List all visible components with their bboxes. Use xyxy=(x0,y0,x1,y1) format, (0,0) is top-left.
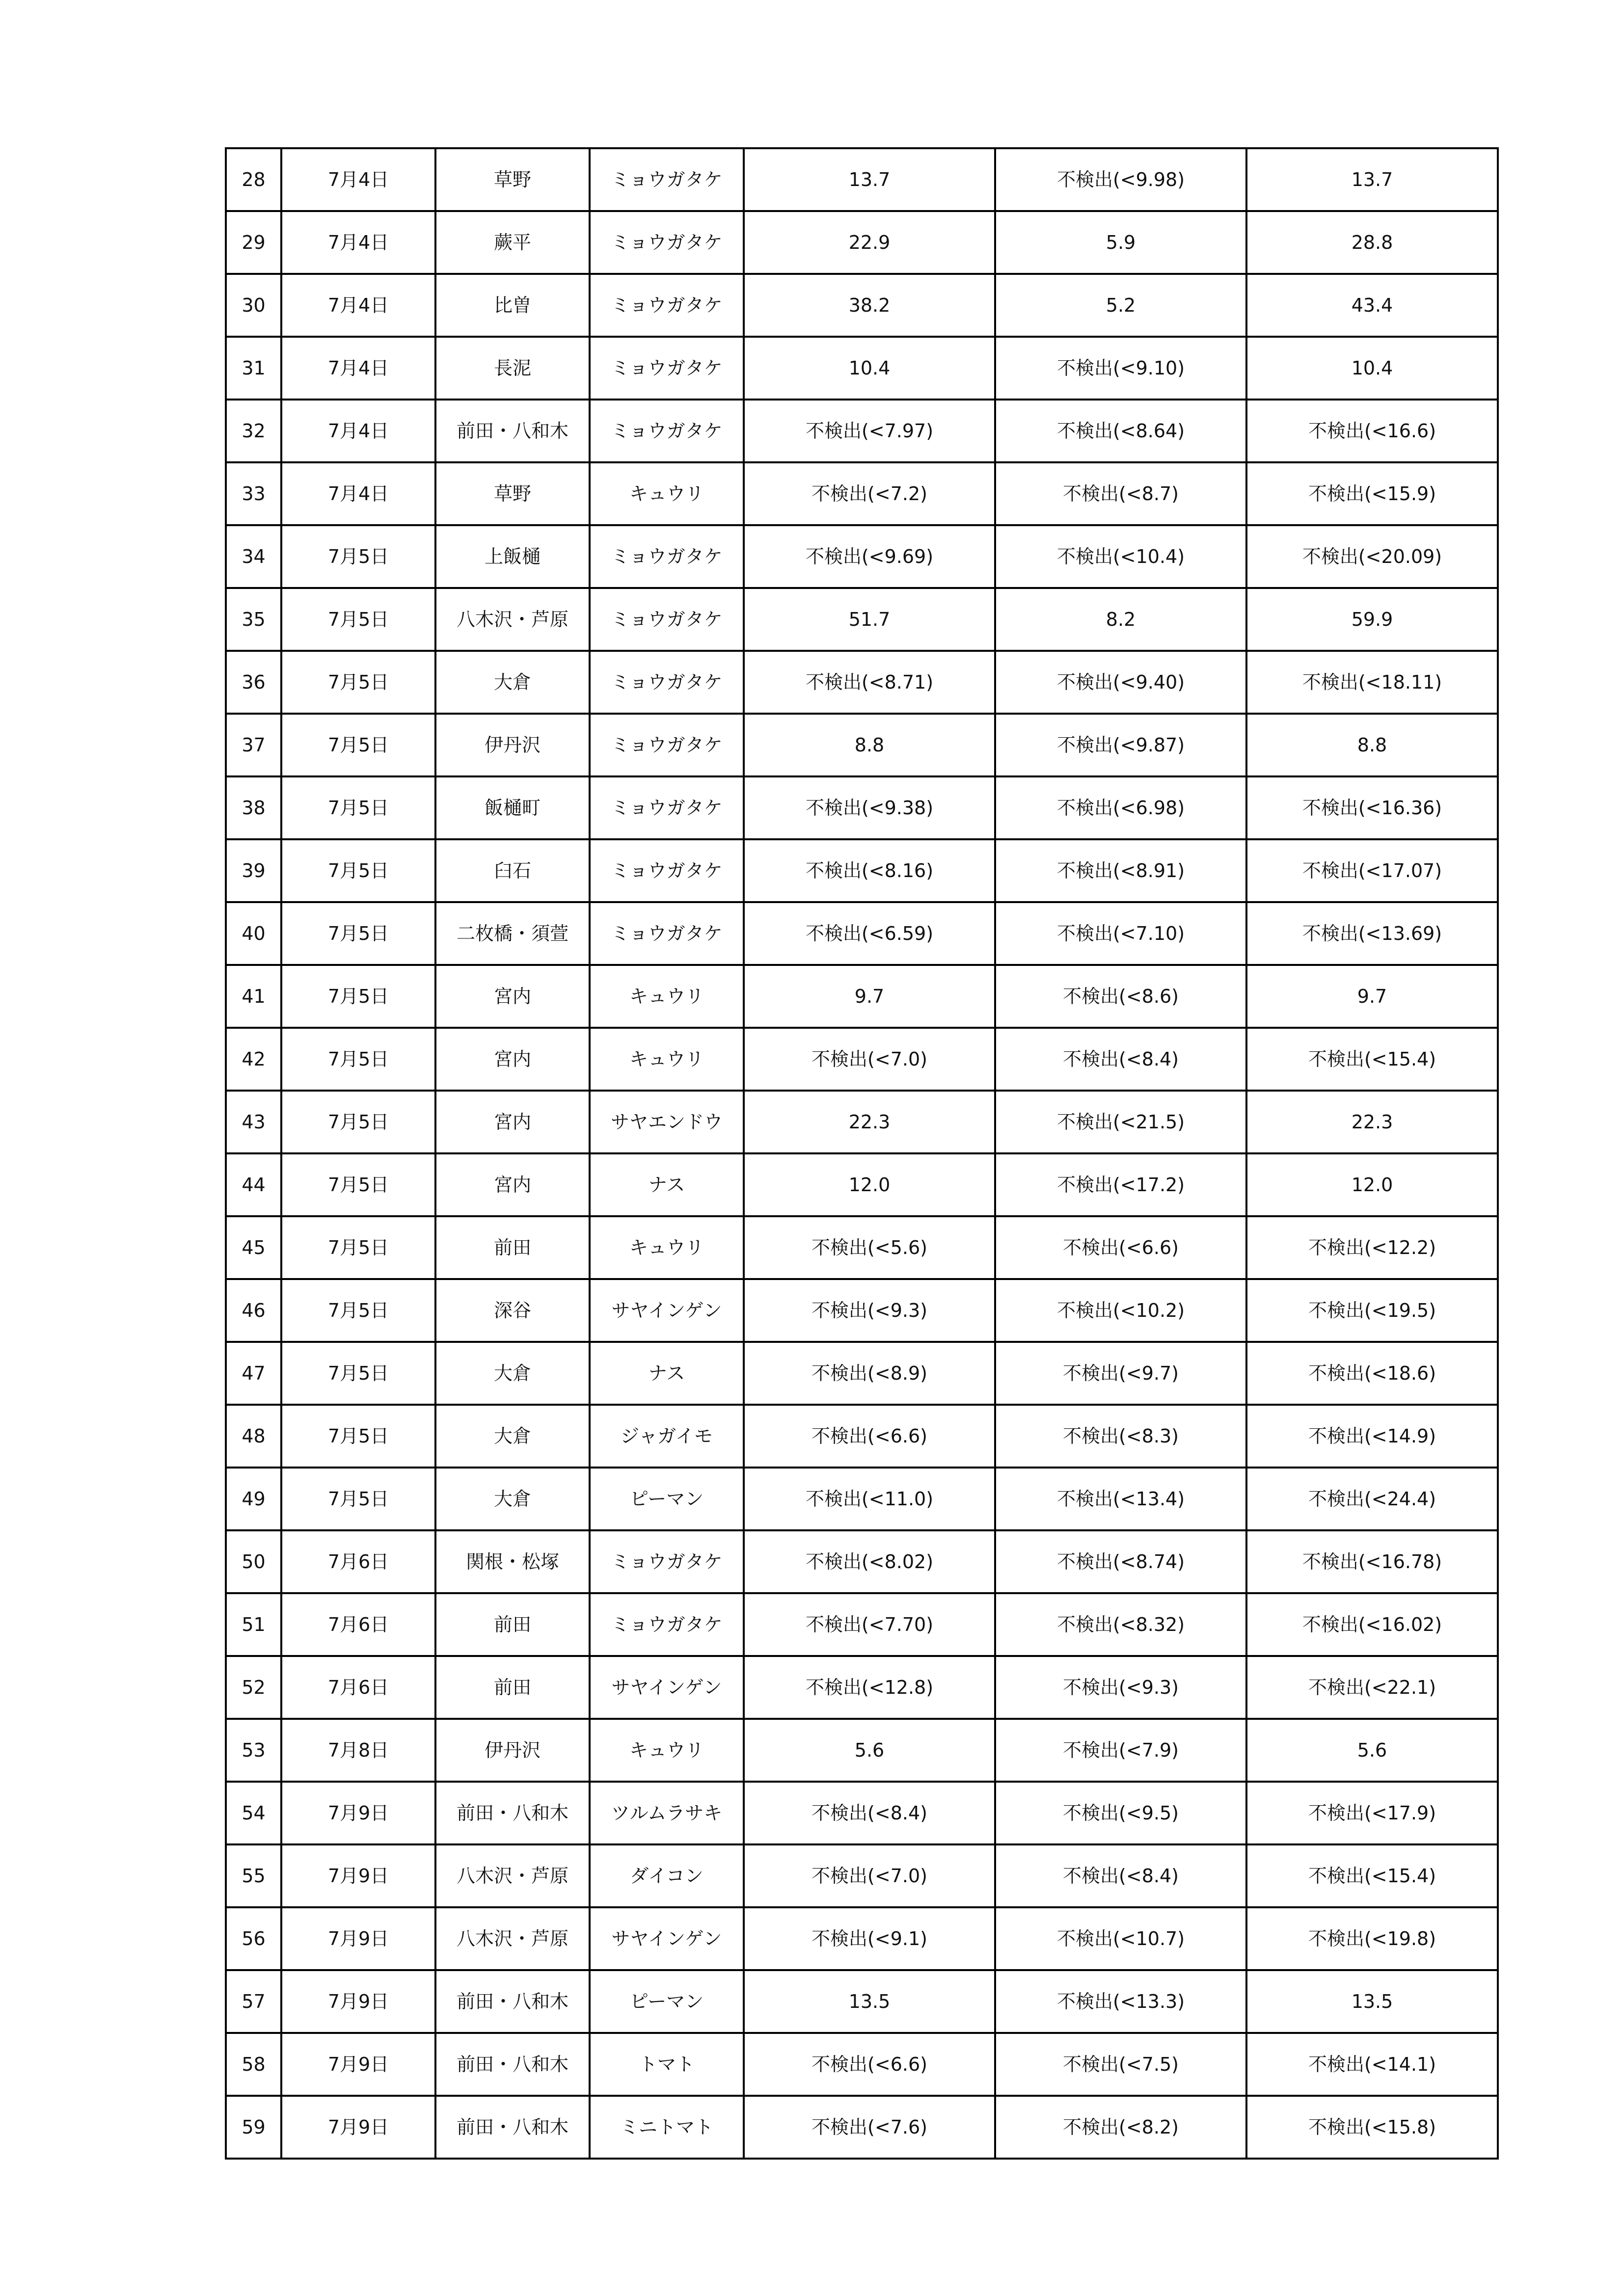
sampling-date-cell: 7月9日 xyxy=(281,2096,435,2159)
table-row xyxy=(226,1844,1498,1907)
area-name-cell: 八木沢・芦原 xyxy=(435,1844,590,1907)
area-name-cell: 八木沢・芦原 xyxy=(435,588,590,651)
row-number-cell: 33 xyxy=(226,462,281,525)
row-number-cell: 37 xyxy=(226,714,281,776)
row-number-cell: 32 xyxy=(226,400,281,462)
sampling-date-cell: 7月5日 xyxy=(281,1468,435,1530)
value-col-3-cell: 43.4 xyxy=(1246,274,1498,337)
value-col-1-cell: 不検出(<7.0) xyxy=(744,1028,995,1091)
table-row xyxy=(226,400,1498,462)
value-col-3-cell: 不検出(<14.1) xyxy=(1246,2033,1498,2096)
item-name-cell: ミョウガタケ xyxy=(590,714,744,776)
row-number-cell: 38 xyxy=(226,776,281,839)
value-col-3-cell: 不検出(<20.09) xyxy=(1246,525,1498,588)
value-col-1-cell: 不検出(<9.69) xyxy=(744,525,995,588)
row-number-cell: 49 xyxy=(226,1468,281,1530)
value-col-2-cell: 不検出(<9.3) xyxy=(995,1656,1246,1719)
sampling-date-cell: 7月9日 xyxy=(281,1907,435,1970)
item-name-cell: ピーマン xyxy=(590,1970,744,2033)
sampling-date-cell: 7月5日 xyxy=(281,1279,435,1342)
value-col-1-cell: 8.8 xyxy=(744,714,995,776)
value-col-2-cell: 不検出(<8.7) xyxy=(995,462,1246,525)
value-col-3-cell: 9.7 xyxy=(1246,965,1498,1028)
row-number-cell: 48 xyxy=(226,1405,281,1468)
value-col-3-cell: 不検出(<15.8) xyxy=(1246,2096,1498,2159)
area-name-cell: 二枚橋・須萱 xyxy=(435,902,590,965)
value-col-3-cell: 不検出(<19.5) xyxy=(1246,1279,1498,1342)
row-number-cell: 58 xyxy=(226,2033,281,2096)
item-name-cell: キュウリ xyxy=(590,965,744,1028)
item-name-cell: ミョウガタケ xyxy=(590,274,744,337)
sampling-date-cell: 7月6日 xyxy=(281,1593,435,1656)
area-name-cell: 草野 xyxy=(435,462,590,525)
value-col-3-cell: 不検出(<16.6) xyxy=(1246,400,1498,462)
row-number-cell: 52 xyxy=(226,1656,281,1719)
area-name-cell: 上飯樋 xyxy=(435,525,590,588)
area-name-cell: 八木沢・芦原 xyxy=(435,1907,590,1970)
value-col-3-cell: 不検出(<12.2) xyxy=(1246,1216,1498,1279)
value-col-1-cell: 9.7 xyxy=(744,965,995,1028)
sampling-date-cell: 7月5日 xyxy=(281,1153,435,1216)
value-col-2-cell: 不検出(<13.4) xyxy=(995,1468,1246,1530)
area-name-cell: 飯樋町 xyxy=(435,776,590,839)
row-number-cell: 29 xyxy=(226,211,281,274)
value-col-2-cell: 不検出(<8.3) xyxy=(995,1405,1246,1468)
table-row xyxy=(226,1342,1498,1405)
sampling-date-cell: 7月4日 xyxy=(281,148,435,211)
area-name-cell: 前田・八和木 xyxy=(435,1970,590,2033)
row-number-cell: 44 xyxy=(226,1153,281,1216)
value-col-1-cell: 不検出(<8.71) xyxy=(744,651,995,714)
area-name-cell: 大倉 xyxy=(435,1342,590,1405)
item-name-cell: ミョウガタケ xyxy=(590,588,744,651)
value-col-2-cell: 不検出(<8.32) xyxy=(995,1593,1246,1656)
item-name-cell: ミョウガタケ xyxy=(590,400,744,462)
area-name-cell: 宮内 xyxy=(435,1028,590,1091)
value-col-1-cell: 不検出(<9.38) xyxy=(744,776,995,839)
table-row xyxy=(226,1028,1498,1091)
value-col-3-cell: 不検出(<22.1) xyxy=(1246,1656,1498,1719)
table-row xyxy=(226,1468,1498,1530)
table-row xyxy=(226,902,1498,965)
value-col-2-cell: 不検出(<9.5) xyxy=(995,1782,1246,1844)
area-name-cell: 臼石 xyxy=(435,839,590,902)
value-col-1-cell: 13.7 xyxy=(744,148,995,211)
value-col-1-cell: 不検出(<6.6) xyxy=(744,1405,995,1468)
value-col-3-cell: 59.9 xyxy=(1246,588,1498,651)
row-number-cell: 55 xyxy=(226,1844,281,1907)
value-col-2-cell: 不検出(<8.64) xyxy=(995,400,1246,462)
value-col-1-cell: 不検出(<5.6) xyxy=(744,1216,995,1279)
row-number-cell: 47 xyxy=(226,1342,281,1405)
item-name-cell: ミョウガタケ xyxy=(590,651,744,714)
value-col-3-cell: 不検出(<15.4) xyxy=(1246,1028,1498,1091)
area-name-cell: 前田・八和木 xyxy=(435,1782,590,1844)
value-col-2-cell: 5.9 xyxy=(995,211,1246,274)
table-row xyxy=(226,274,1498,337)
area-name-cell: 伊丹沢 xyxy=(435,714,590,776)
area-name-cell: 大倉 xyxy=(435,1468,590,1530)
value-col-3-cell: 不検出(<14.9) xyxy=(1246,1405,1498,1468)
area-name-cell: 大倉 xyxy=(435,1405,590,1468)
area-name-cell: 大倉 xyxy=(435,651,590,714)
sampling-date-cell: 7月8日 xyxy=(281,1719,435,1782)
row-number-cell: 50 xyxy=(226,1530,281,1593)
table-row xyxy=(226,1719,1498,1782)
value-col-1-cell: 不検出(<9.3) xyxy=(744,1279,995,1342)
area-name-cell: 蕨平 xyxy=(435,211,590,274)
value-col-2-cell: 不検出(<8.4) xyxy=(995,1844,1246,1907)
value-col-3-cell: 不検出(<24.4) xyxy=(1246,1468,1498,1530)
area-name-cell: 前田 xyxy=(435,1216,590,1279)
value-col-3-cell: 12.0 xyxy=(1246,1153,1498,1216)
table-row xyxy=(226,2096,1498,2159)
sampling-date-cell: 7月9日 xyxy=(281,1844,435,1907)
value-col-2-cell: 不検出(<7.10) xyxy=(995,902,1246,965)
sampling-date-cell: 7月5日 xyxy=(281,1091,435,1153)
value-col-2-cell: 不検出(<6.6) xyxy=(995,1216,1246,1279)
row-number-cell: 31 xyxy=(226,337,281,400)
sampling-date-cell: 7月5日 xyxy=(281,1405,435,1468)
sampling-date-cell: 7月5日 xyxy=(281,1028,435,1091)
value-col-1-cell: 22.9 xyxy=(744,211,995,274)
item-name-cell: ジャガイモ xyxy=(590,1405,744,1468)
table-row xyxy=(226,525,1498,588)
row-number-cell: 59 xyxy=(226,2096,281,2159)
area-name-cell: 前田 xyxy=(435,1656,590,1719)
table-row xyxy=(226,1530,1498,1593)
area-name-cell: 前田・八和木 xyxy=(435,2033,590,2096)
value-col-2-cell: 不検出(<10.2) xyxy=(995,1279,1246,1342)
area-name-cell: 比曽 xyxy=(435,274,590,337)
value-col-1-cell: 不検出(<9.1) xyxy=(744,1907,995,1970)
row-number-cell: 36 xyxy=(226,651,281,714)
value-col-2-cell: 不検出(<13.3) xyxy=(995,1970,1246,2033)
row-number-cell: 30 xyxy=(226,274,281,337)
value-col-3-cell: 5.6 xyxy=(1246,1719,1498,1782)
value-col-1-cell: 10.4 xyxy=(744,337,995,400)
area-name-cell: 宮内 xyxy=(435,1091,590,1153)
sampling-date-cell: 7月5日 xyxy=(281,1342,435,1405)
value-col-3-cell: 不検出(<15.9) xyxy=(1246,462,1498,525)
value-col-3-cell: 13.7 xyxy=(1246,148,1498,211)
value-col-2-cell: 5.2 xyxy=(995,274,1246,337)
row-number-cell: 53 xyxy=(226,1719,281,1782)
value-col-3-cell: 不検出(<17.07) xyxy=(1246,839,1498,902)
value-col-1-cell: 22.3 xyxy=(744,1091,995,1153)
row-number-cell: 54 xyxy=(226,1782,281,1844)
area-name-cell: 長泥 xyxy=(435,337,590,400)
item-name-cell: トマト xyxy=(590,2033,744,2096)
value-col-1-cell: 51.7 xyxy=(744,588,995,651)
value-col-1-cell: 5.6 xyxy=(744,1719,995,1782)
item-name-cell: サヤインゲン xyxy=(590,1907,744,1970)
value-col-3-cell: 不検出(<17.9) xyxy=(1246,1782,1498,1844)
value-col-2-cell: 不検出(<9.7) xyxy=(995,1342,1246,1405)
item-name-cell: キュウリ xyxy=(590,1028,744,1091)
item-name-cell: キュウリ xyxy=(590,1719,744,1782)
table-row xyxy=(226,211,1498,274)
table-row xyxy=(226,714,1498,776)
value-col-3-cell: 不検出(<13.69) xyxy=(1246,902,1498,965)
results-table-body xyxy=(226,148,1498,2159)
item-name-cell: キュウリ xyxy=(590,1216,744,1279)
sampling-date-cell: 7月4日 xyxy=(281,211,435,274)
row-number-cell: 42 xyxy=(226,1028,281,1091)
row-number-cell: 56 xyxy=(226,1907,281,1970)
table-row xyxy=(226,588,1498,651)
sampling-date-cell: 7月6日 xyxy=(281,1656,435,1719)
table-row xyxy=(226,148,1498,211)
value-col-3-cell: 不検出(<16.36) xyxy=(1246,776,1498,839)
area-name-cell: 草野 xyxy=(435,148,590,211)
sampling-date-cell: 7月5日 xyxy=(281,651,435,714)
table-row xyxy=(226,337,1498,400)
sampling-date-cell: 7月5日 xyxy=(281,902,435,965)
value-col-1-cell: 不検出(<7.2) xyxy=(744,462,995,525)
value-col-1-cell: 不検出(<8.9) xyxy=(744,1342,995,1405)
value-col-2-cell: 不検出(<7.9) xyxy=(995,1719,1246,1782)
value-col-3-cell: 不検出(<15.4) xyxy=(1246,1844,1498,1907)
row-number-cell: 35 xyxy=(226,588,281,651)
table-row xyxy=(226,1279,1498,1342)
results-table xyxy=(225,147,1499,2160)
value-col-1-cell: 不検出(<8.4) xyxy=(744,1782,995,1844)
item-name-cell: ミョウガタケ xyxy=(590,776,744,839)
value-col-2-cell: 不検出(<17.2) xyxy=(995,1153,1246,1216)
table-row xyxy=(226,2033,1498,2096)
table-row xyxy=(226,1907,1498,1970)
value-col-2-cell: 不検出(<10.4) xyxy=(995,525,1246,588)
value-col-3-cell: 不検出(<16.78) xyxy=(1246,1530,1498,1593)
area-name-cell: 前田・八和木 xyxy=(435,2096,590,2159)
value-col-3-cell: 10.4 xyxy=(1246,337,1498,400)
value-col-2-cell: 不検出(<8.91) xyxy=(995,839,1246,902)
item-name-cell: ミョウガタケ xyxy=(590,211,744,274)
row-number-cell: 40 xyxy=(226,902,281,965)
value-col-2-cell: 不検出(<9.98) xyxy=(995,148,1246,211)
sampling-date-cell: 7月4日 xyxy=(281,337,435,400)
sampling-date-cell: 7月9日 xyxy=(281,1970,435,2033)
item-name-cell: ミョウガタケ xyxy=(590,337,744,400)
item-name-cell: ミニトマト xyxy=(590,2096,744,2159)
table-row xyxy=(226,1153,1498,1216)
table-row xyxy=(226,1970,1498,2033)
item-name-cell: ミョウガタケ xyxy=(590,148,744,211)
sampling-date-cell: 7月9日 xyxy=(281,2033,435,2096)
item-name-cell: キュウリ xyxy=(590,462,744,525)
area-name-cell: 前田 xyxy=(435,1593,590,1656)
sampling-date-cell: 7月4日 xyxy=(281,400,435,462)
value-col-1-cell: 不検出(<6.59) xyxy=(744,902,995,965)
sampling-date-cell: 7月5日 xyxy=(281,714,435,776)
sampling-date-cell: 7月5日 xyxy=(281,839,435,902)
row-number-cell: 57 xyxy=(226,1970,281,2033)
item-name-cell: ミョウガタケ xyxy=(590,839,744,902)
row-number-cell: 28 xyxy=(226,148,281,211)
value-col-2-cell: 不検出(<8.4) xyxy=(995,1028,1246,1091)
value-col-3-cell: 22.3 xyxy=(1246,1091,1498,1153)
item-name-cell: ミョウガタケ xyxy=(590,525,744,588)
item-name-cell: ミョウガタケ xyxy=(590,902,744,965)
value-col-1-cell: 不検出(<7.0) xyxy=(744,1844,995,1907)
value-col-1-cell: 不検出(<11.0) xyxy=(744,1468,995,1530)
item-name-cell: ダイコン xyxy=(590,1844,744,1907)
table-row xyxy=(226,965,1498,1028)
value-col-2-cell: 不検出(<8.74) xyxy=(995,1530,1246,1593)
value-col-1-cell: 12.0 xyxy=(744,1153,995,1216)
item-name-cell: ミョウガタケ xyxy=(590,1593,744,1656)
value-col-3-cell: 8.8 xyxy=(1246,714,1498,776)
sampling-date-cell: 7月5日 xyxy=(281,525,435,588)
area-name-cell: 伊丹沢 xyxy=(435,1719,590,1782)
value-col-1-cell: 不検出(<8.16) xyxy=(744,839,995,902)
row-number-cell: 34 xyxy=(226,525,281,588)
area-name-cell: 宮内 xyxy=(435,1153,590,1216)
row-number-cell: 41 xyxy=(226,965,281,1028)
value-col-3-cell: 不検出(<18.6) xyxy=(1246,1342,1498,1405)
value-col-1-cell: 不検出(<7.70) xyxy=(744,1593,995,1656)
item-name-cell: サヤインゲン xyxy=(590,1656,744,1719)
table-row xyxy=(226,1091,1498,1153)
table-row xyxy=(226,1216,1498,1279)
value-col-3-cell: 不検出(<18.11) xyxy=(1246,651,1498,714)
sampling-date-cell: 7月9日 xyxy=(281,1782,435,1844)
value-col-2-cell: 不検出(<9.10) xyxy=(995,337,1246,400)
item-name-cell: ツルムラサキ xyxy=(590,1782,744,1844)
value-col-2-cell: 不検出(<9.40) xyxy=(995,651,1246,714)
area-name-cell: 深谷 xyxy=(435,1279,590,1342)
table-row xyxy=(226,1656,1498,1719)
table-row xyxy=(226,839,1498,902)
sampling-date-cell: 7月5日 xyxy=(281,776,435,839)
value-col-1-cell: 不検出(<8.02) xyxy=(744,1530,995,1593)
table-row xyxy=(226,651,1498,714)
table-row xyxy=(226,1405,1498,1468)
area-name-cell: 関根・松塚 xyxy=(435,1530,590,1593)
value-col-1-cell: 不検出(<7.6) xyxy=(744,2096,995,2159)
value-col-2-cell: 不検出(<10.7) xyxy=(995,1907,1246,1970)
item-name-cell: ピーマン xyxy=(590,1468,744,1530)
area-name-cell: 宮内 xyxy=(435,965,590,1028)
table-row xyxy=(226,462,1498,525)
value-col-2-cell: 8.2 xyxy=(995,588,1246,651)
value-col-1-cell: 38.2 xyxy=(744,274,995,337)
table-row xyxy=(226,1782,1498,1844)
value-col-2-cell: 不検出(<6.98) xyxy=(995,776,1246,839)
value-col-2-cell: 不検出(<8.2) xyxy=(995,2096,1246,2159)
item-name-cell: サヤエンドウ xyxy=(590,1091,744,1153)
value-col-2-cell: 不検出(<7.5) xyxy=(995,2033,1246,2096)
value-col-1-cell: 不検出(<7.97) xyxy=(744,400,995,462)
item-name-cell: ミョウガタケ xyxy=(590,1530,744,1593)
sampling-date-cell: 7月5日 xyxy=(281,588,435,651)
value-col-2-cell: 不検出(<8.6) xyxy=(995,965,1246,1028)
sampling-date-cell: 7月4日 xyxy=(281,462,435,525)
item-name-cell: ナス xyxy=(590,1342,744,1405)
item-name-cell: サヤインゲン xyxy=(590,1279,744,1342)
row-number-cell: 46 xyxy=(226,1279,281,1342)
value-col-2-cell: 不検出(<21.5) xyxy=(995,1091,1246,1153)
value-col-3-cell: 不検出(<19.8) xyxy=(1246,1907,1498,1970)
table-row xyxy=(226,1593,1498,1656)
value-col-3-cell: 13.5 xyxy=(1246,1970,1498,2033)
table-row xyxy=(226,776,1498,839)
row-number-cell: 39 xyxy=(226,839,281,902)
value-col-3-cell: 不検出(<16.02) xyxy=(1246,1593,1498,1656)
value-col-1-cell: 不検出(<12.8) xyxy=(744,1656,995,1719)
sampling-date-cell: 7月5日 xyxy=(281,1216,435,1279)
sampling-date-cell: 7月4日 xyxy=(281,274,435,337)
row-number-cell: 45 xyxy=(226,1216,281,1279)
sampling-date-cell: 7月5日 xyxy=(281,965,435,1028)
value-col-2-cell: 不検出(<9.87) xyxy=(995,714,1246,776)
value-col-3-cell: 28.8 xyxy=(1246,211,1498,274)
row-number-cell: 51 xyxy=(226,1593,281,1656)
row-number-cell: 43 xyxy=(226,1091,281,1153)
area-name-cell: 前田・八和木 xyxy=(435,400,590,462)
value-col-1-cell: 不検出(<6.6) xyxy=(744,2033,995,2096)
value-col-1-cell: 13.5 xyxy=(744,1970,995,2033)
item-name-cell: ナス xyxy=(590,1153,744,1216)
sampling-date-cell: 7月6日 xyxy=(281,1530,435,1593)
